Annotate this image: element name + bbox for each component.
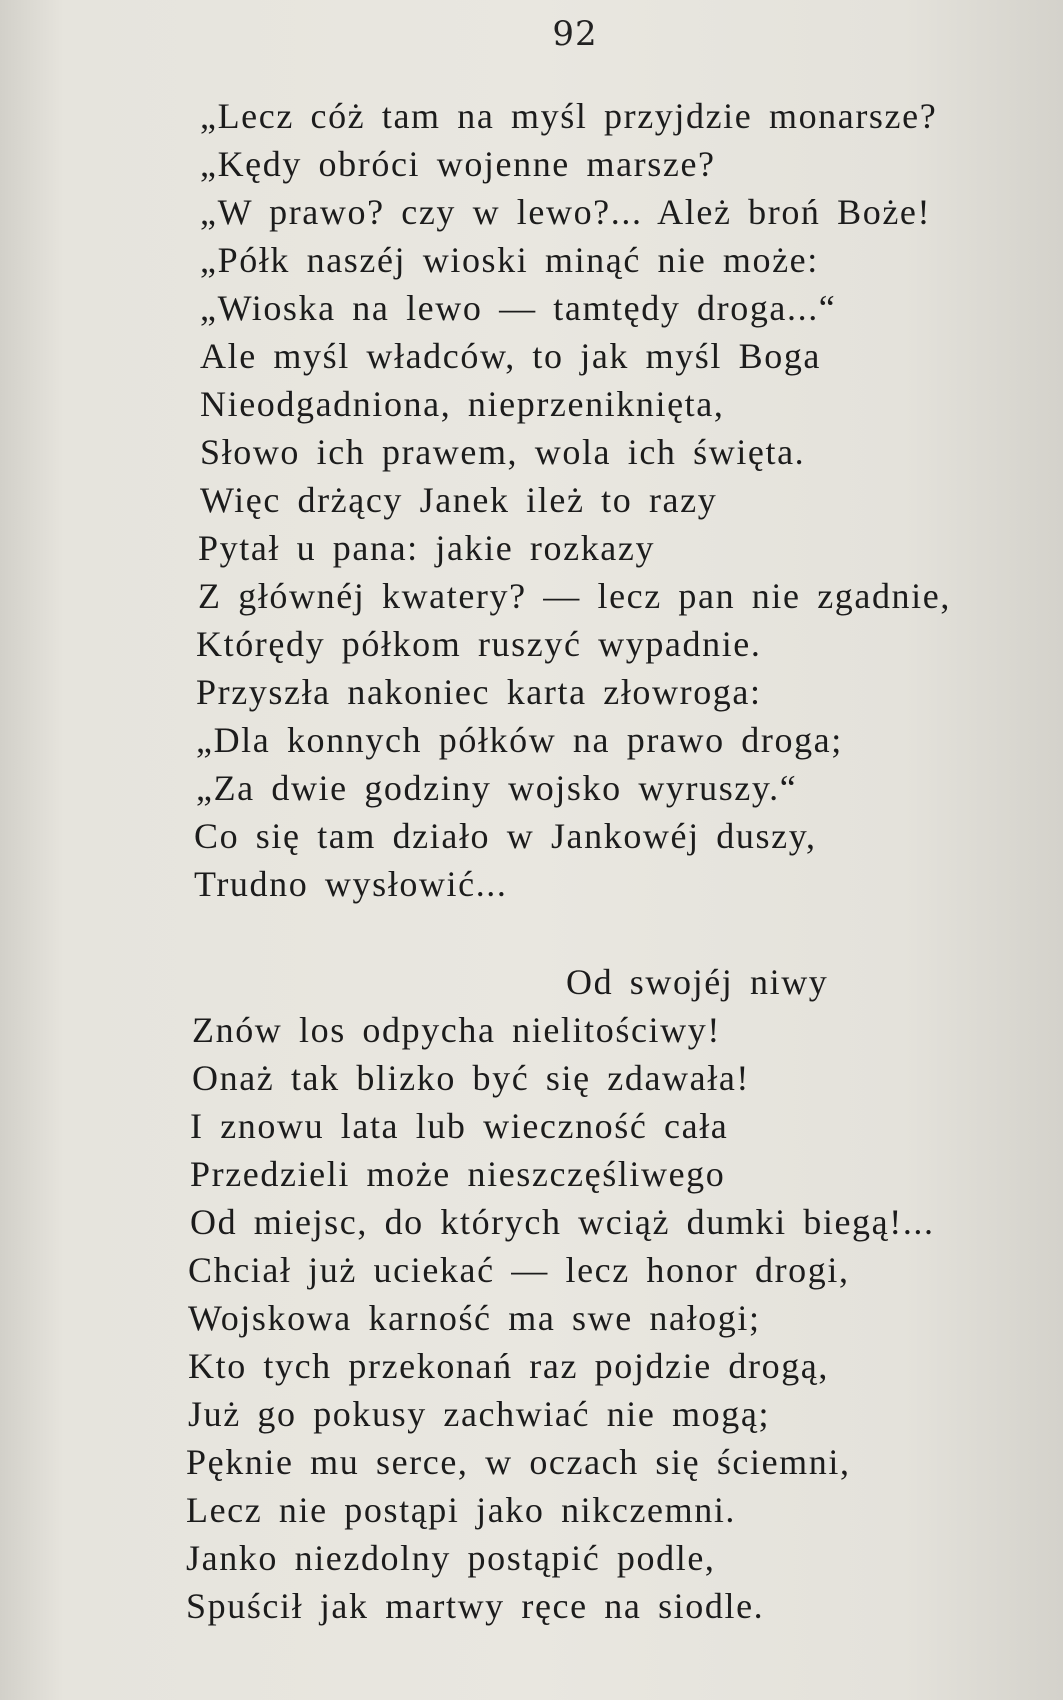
verse-line: Trudno wysłowić... [194, 864, 508, 904]
verse-line: „Lecz cóż tam na myśl przyjdzie monarsze? [200, 96, 938, 136]
verse-line: „Kędy obróci wojenne marsze? [200, 144, 716, 184]
verse-line: Chciał już uciekać — lecz honor drogi, [188, 1250, 850, 1290]
verse-line: Od swojéj niwy [566, 962, 829, 1002]
verse-line: Znów los odpycha nielitościwy! [192, 1010, 721, 1050]
verse-line: „Półk naszéj wioski minąć nie może: [200, 240, 819, 280]
verse-line: Nieodgadniona, nieprzeniknięta, [200, 384, 725, 424]
verse-line: Ale myśl władców, to jak myśl Boga [200, 336, 821, 376]
verse-line: Od miejsc, do których wciąż dumki biegą!... [190, 1202, 935, 1242]
page-number: 92 [552, 14, 598, 54]
verse-line: Pytał u pana: jakie rozkazy [198, 528, 656, 568]
verse-line: Więc drżący Janek ileż to razy [200, 480, 718, 520]
verse-line: Pęknie mu serce, w oczach się ściemni, [186, 1442, 851, 1482]
verse-line: Spuścił jak martwy ręce na siodle. [186, 1586, 765, 1626]
verse-line: Kto tych przekonań raz pojdzie drogą, [188, 1346, 829, 1386]
verse-line: Którędy półkom ruszyć wypadnie. [196, 624, 762, 664]
verse-line: Lecz nie postąpi jako nikczemni. [186, 1490, 737, 1530]
verse-line: „Za dwie godziny wojsko wyruszy.“ [196, 768, 798, 808]
verse-line: „Wioska na lewo — tamtędy droga...“ [200, 288, 837, 328]
verse-line: Słowo ich prawem, wola ich święta. [200, 432, 806, 472]
verse-line: „W prawo? czy w lewo?... Ależ broń Boże! [200, 192, 932, 232]
verse-line: Już go pokusy zachwiać nie mogą; [188, 1394, 771, 1434]
verse-line: Przedzieli może nieszczęśliwego [190, 1154, 726, 1194]
verse-line: Z głównéj kwatery? — lecz pan nie zgadnie, [198, 576, 951, 616]
verse-line: „Dla konnych półków na prawo droga; [196, 720, 843, 760]
verse-line: Onaż tak blizko być się zdawała! [192, 1058, 750, 1098]
verse-line: Przyszła nakoniec karta złowroga: [196, 672, 762, 712]
verse-line: I znowu lata lub wieczność cała [190, 1106, 729, 1146]
verse-line: Co się tam działo w Jankowéj duszy, [194, 816, 817, 856]
verse-line: Janko niezdolny postąpić podle, [186, 1538, 716, 1578]
verse-line: Wojskowa karność ma swe nałogi; [188, 1298, 761, 1338]
